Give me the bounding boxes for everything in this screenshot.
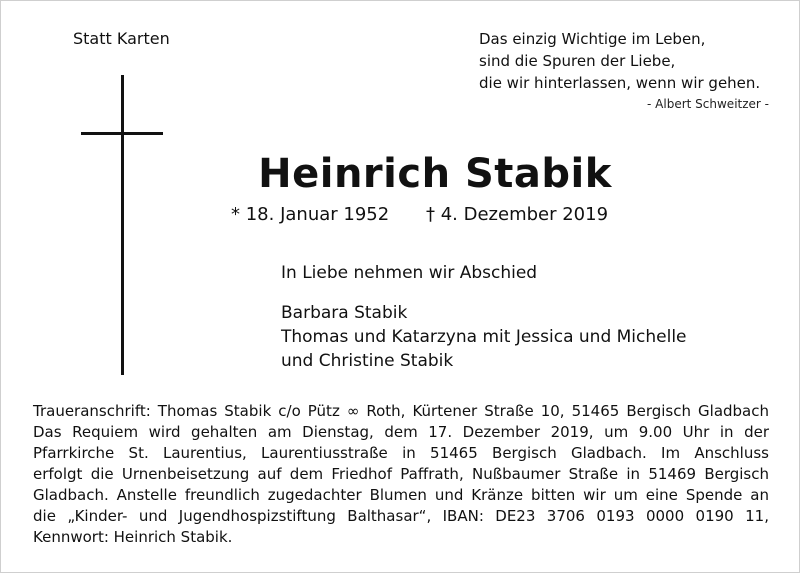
- family-list: [281, 301, 687, 373]
- info-line: erfolgt die Urnenbeisetzung auf dem Friedhof Paffrath, Nußbaumer Straße in 51469 Bergisch: [33, 465, 769, 483]
- quote-line: sind die Spuren der Liebe,: [479, 52, 676, 70]
- quote-author: - Albert Schweitzer -: [647, 97, 769, 111]
- info-paragraph: [33, 401, 769, 548]
- family-member: Thomas und Katarzyna mit Jessica und Michelle: [281, 327, 687, 347]
- quote-block: [439, 28, 769, 111]
- family-member: und Christine Stabik: [281, 351, 454, 371]
- info-line: Traueranschrift: Thomas Stabik c/o Pütz ∞ Roth, Kürtener Straße 10, 51465 Bergisch Gladbach: [33, 402, 769, 420]
- info-line: Das Requiem wird gehalten am Dienstag, dem 17. Dezember 2019, um 9.00 Uhr in der: [33, 423, 769, 441]
- info-line: Kennwort: Heinrich Stabik.: [33, 528, 233, 546]
- info-line: Gladbach. Anstelle freundlich zugedachter Blumen und Kränze bitten wir um eine Spende an: [33, 486, 769, 504]
- family-member: Barbara Stabik: [281, 303, 408, 323]
- statt-karten-label: Statt Karten: [73, 29, 170, 48]
- deceased-name: Heinrich Stabik: [258, 151, 612, 197]
- quote-line: Das einzig Wichtige im Leben,: [479, 30, 706, 48]
- cross-horizontal-bar: [81, 132, 163, 135]
- cross-vertical-bar: [121, 75, 124, 375]
- farewell-text: In Liebe nehmen wir Abschied: [281, 263, 538, 283]
- death-date: † 4. Dezember 2019: [426, 204, 609, 225]
- quote-line: die wir hinterlassen, wenn wir gehen.: [479, 74, 761, 92]
- info-line: die „Kinder- und Jugendhospizstiftung Balthasar“, IBAN: DE23 3706 0193 0000 0190 11,: [33, 507, 769, 525]
- birth-date: * 18. Januar 1952: [231, 204, 390, 225]
- info-line: Pfarrkirche St. Laurentius, Laurentiusstraße in 51465 Bergisch Gladbach. Im Anschluss: [33, 444, 769, 462]
